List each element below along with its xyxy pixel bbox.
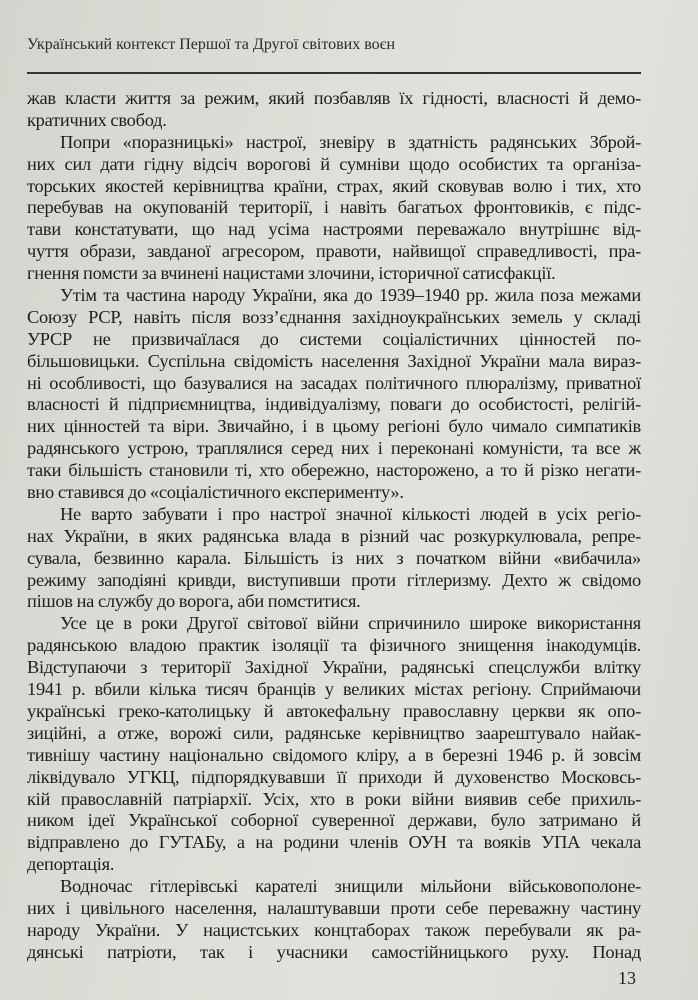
text-line: ником ідеї Української соборної суверенної держави, було затримано й	[27, 810, 641, 831]
text-line: них цінностей та віри. Звичайно, і в цьому регіоні було чимало симпатиків	[27, 416, 641, 437]
text-line: кій православній патріархії. Усіх, хто в роки війни виявив себе прихиль-	[27, 788, 641, 809]
text-line: ні особливості, що базувалися на засадах політичного плюралізму, приватної	[27, 372, 641, 393]
text-line: Утім та частина народу України, яка до 1939–1940 рр. жила поза межами	[60, 285, 641, 306]
text-line: нах України, в яких радянська влада в різний час розкуркулювала, репре-	[27, 525, 641, 546]
text-line: них сил дати гідну відсіч ворогові й сумніви щодо особистих та організа-	[27, 153, 641, 174]
text-line: режиму заподіяні кривди, виступивши проти гітлеризму. Дехто ж свідомо	[27, 569, 641, 590]
text-line: радянською владою практик ізоляції та фізичного знищення інакодумців.	[27, 635, 641, 656]
text-line: ліквідувало УГКЦ, підпорядкувавши її приходи й духовенство Московсь-	[27, 766, 641, 787]
text-line: Усе це в роки Другої світової війни спричинило широке використання	[60, 613, 641, 634]
text-line: кратичних свобод.	[27, 109, 167, 130]
text-line: тивнішу частину національно свідомого кліру, а в березні 1946 р. й зовсім	[27, 744, 641, 765]
text-line: вно ставився до «соціалістичного експерименту».	[27, 482, 404, 503]
text-line: дянські патріоти, так і учасники самостійницького руху. Понад	[27, 941, 641, 962]
text-line: відправлено до ГУТАБу, а на родини членів ОУН та вояків УПА чекала	[27, 832, 641, 853]
paragraph	[27, 876, 641, 964]
page-body	[27, 88, 641, 964]
paragraph	[27, 613, 641, 876]
text-line: УРСР не призвичаїлася до системи соціалістичних цінностей по-	[27, 328, 641, 349]
running-header: Український контекст Першої та Другої світових воєн	[27, 36, 396, 53]
paragraph	[27, 504, 641, 613]
text-line: депортація.	[27, 854, 115, 875]
text-line: Союзу РСР, навіть після возз’єднання західноукраїнських земель у складі	[27, 306, 641, 327]
text-line: власності й підприємництва, індивідуалізму, поваги до особистості, релігій-	[27, 394, 641, 415]
page-number: 13	[618, 968, 636, 988]
text-line: торських якостей керівництва країни, страх, який сковував волю і тих, хто	[27, 175, 641, 196]
text-line: гнення помсти за вчинені нацистами злочини, історичної сатисфакції.	[27, 263, 556, 284]
text-line: зиційні, а отже, ворожі сили, радянське керівництво заарештувало найак-	[27, 722, 641, 743]
paragraph	[27, 285, 641, 504]
text-line: радянського устрою, траплялися серед них і переконані комуністи, та все ж	[27, 438, 641, 459]
text-line: більшовицьки. Суспільна свідомість населення Західної України мала вираз-	[27, 350, 641, 371]
paragraph	[27, 88, 641, 132]
text-line: Попри «поразницькі» настрої, зневіру в здатність радянських Збрoй-	[60, 131, 641, 152]
paragraph	[27, 132, 641, 285]
text-line: пішов на службу до ворога, аби помститися.	[27, 591, 361, 612]
text-line: жав класти життя за режим, який позбавляв їх гідності, власності й демо-	[27, 88, 641, 108]
text-line: сувала, безвинно карала. Більшість із них з початком війни «вибачила»	[27, 547, 641, 568]
text-line: чуття образи, завданої агресором, правоти, найвищої справедливості, пра-	[27, 241, 641, 262]
text-line: 1941 р. вбили кілька тисяч бранців у великих містах регіону. Сприймаючи	[27, 679, 641, 700]
text-line: перебував на окупованій території, і навіть багатьох фронтовиків, є підс-	[27, 197, 641, 218]
text-line: Відступаючи з території Західної України, радянські спецслужби влітку	[27, 657, 641, 678]
text-line: них і цивільного населення, налаштувавши проти себе переважну частину	[27, 897, 641, 918]
text-line: тави констатувати, що над усіма настроями переважало внутрішнє від-	[27, 219, 641, 240]
header-rule	[27, 72, 641, 74]
text-line: українські греко-католицьку й автокефальну православну церкви як опо-	[27, 700, 641, 721]
text-line: таки більшість становили ті, хто обережно, настороженo, а то й різко негати-	[27, 460, 641, 481]
text-line: народу України. У нацистських концтаборах також перебували як ра-	[27, 919, 641, 940]
text-line: Водночас гітлерівські карателі знищили мільйони військовополоне-	[60, 876, 641, 897]
text-line: Не варто забувати і про настрої значної кількості людей в усіх регіо-	[60, 503, 641, 524]
